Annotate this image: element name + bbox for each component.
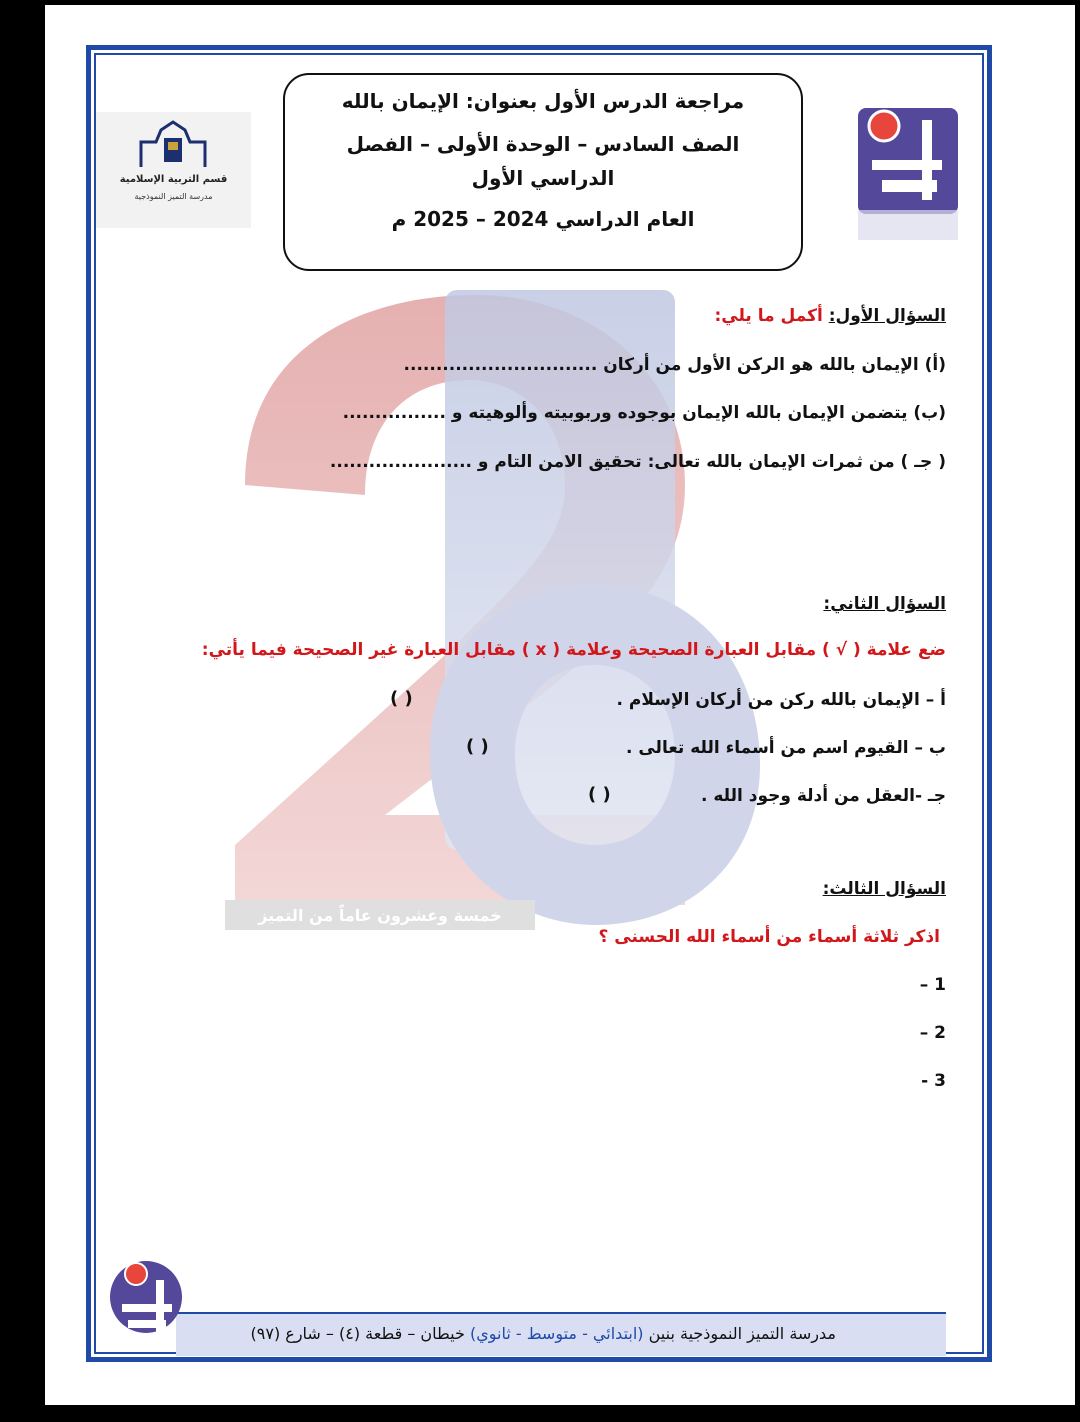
- footer-logo: [106, 1252, 186, 1347]
- question-1-item-b: (ب) يتضمن الإيمان بالله الإيمان بوجوده وربوبيته وألوهيته و ................: [342, 403, 946, 423]
- answer-box-b[interactable]: ( ): [466, 736, 489, 757]
- question-2-item-a: أ – الإيمان بالله ركن من أركان الإسلام .: [616, 690, 946, 710]
- school-caption: مدرسة التميز النموذجية: [134, 192, 213, 201]
- school-logo-right: [852, 100, 962, 250]
- footer-location: خيطان – قطعة (٤) – شارع (٩٧): [250, 1324, 465, 1343]
- footer-levels: (ابتدائي - متوسط - ثانوي): [469, 1324, 644, 1343]
- question-3-instruction: اذكر ثلاثة أسماء من أسماء الله الحسنى ؟: [598, 927, 940, 947]
- footer-address: [251, 1324, 837, 1343]
- question-2-item-b: ب – القيوم اسم من أسماء الله تعالى .: [625, 738, 946, 758]
- question-1-item-a: (أ) الإيمان بالله هو الركن الأول من أركان ..............................: [403, 355, 946, 375]
- question-1-instruction: أكمل ما يلي:: [714, 306, 823, 326]
- grade-unit-line: الصف السادس – الوحدة الأولى – الفصل الدراسي الأول: [346, 132, 740, 190]
- question-1-item-c: ( جـ ) من ثمرات الإيمان بالله تعالى: تحقيق الامن التام و ......................: [329, 452, 946, 472]
- question-1-heading: [714, 306, 946, 326]
- watermark-logo: [215, 285, 790, 975]
- footer-bar: [176, 1312, 946, 1356]
- answer-box-c[interactable]: ( ): [588, 784, 611, 805]
- lesson-title: مراجعة الدرس الأول بعنوان: الإيمان بالله: [341, 89, 745, 113]
- question-2-label: السؤال الثاني:: [823, 594, 946, 614]
- question-2-heading: [823, 594, 946, 614]
- title-box: [283, 73, 803, 271]
- answer-line-2: 2 –: [919, 1023, 946, 1043]
- department-logo: [96, 112, 251, 228]
- answer-box-a[interactable]: ( ): [390, 688, 413, 709]
- question-3-heading: [823, 879, 946, 899]
- question-2-instruction: ضع علامة ( √ ) مقابل العبارة الصحيحة وعلامة ( x ) مقابل العبارة غير الصحيحة فيما يأتي:: [201, 640, 946, 660]
- footer-school-name: مدرسة التميز النموذجية بنين: [648, 1324, 836, 1343]
- answer-line-3: 3 -: [921, 1071, 946, 1091]
- answer-line-1: 1 –: [919, 975, 946, 995]
- question-3-label: السؤال الثالث:: [822, 879, 946, 899]
- mosque-icon: [96, 112, 251, 228]
- department-caption: قسم التربية الإسلامية: [119, 174, 228, 185]
- question-2-item-c: جـ -العقل من أدلة وجود الله .: [700, 786, 946, 806]
- watermark-caption: خمسة وعشرون عاماً من التميز: [258, 906, 502, 925]
- question-1-label: السؤال الأول:: [828, 306, 946, 326]
- academic-year: العام الدراسي 2024 – 2025 م: [391, 207, 695, 231]
